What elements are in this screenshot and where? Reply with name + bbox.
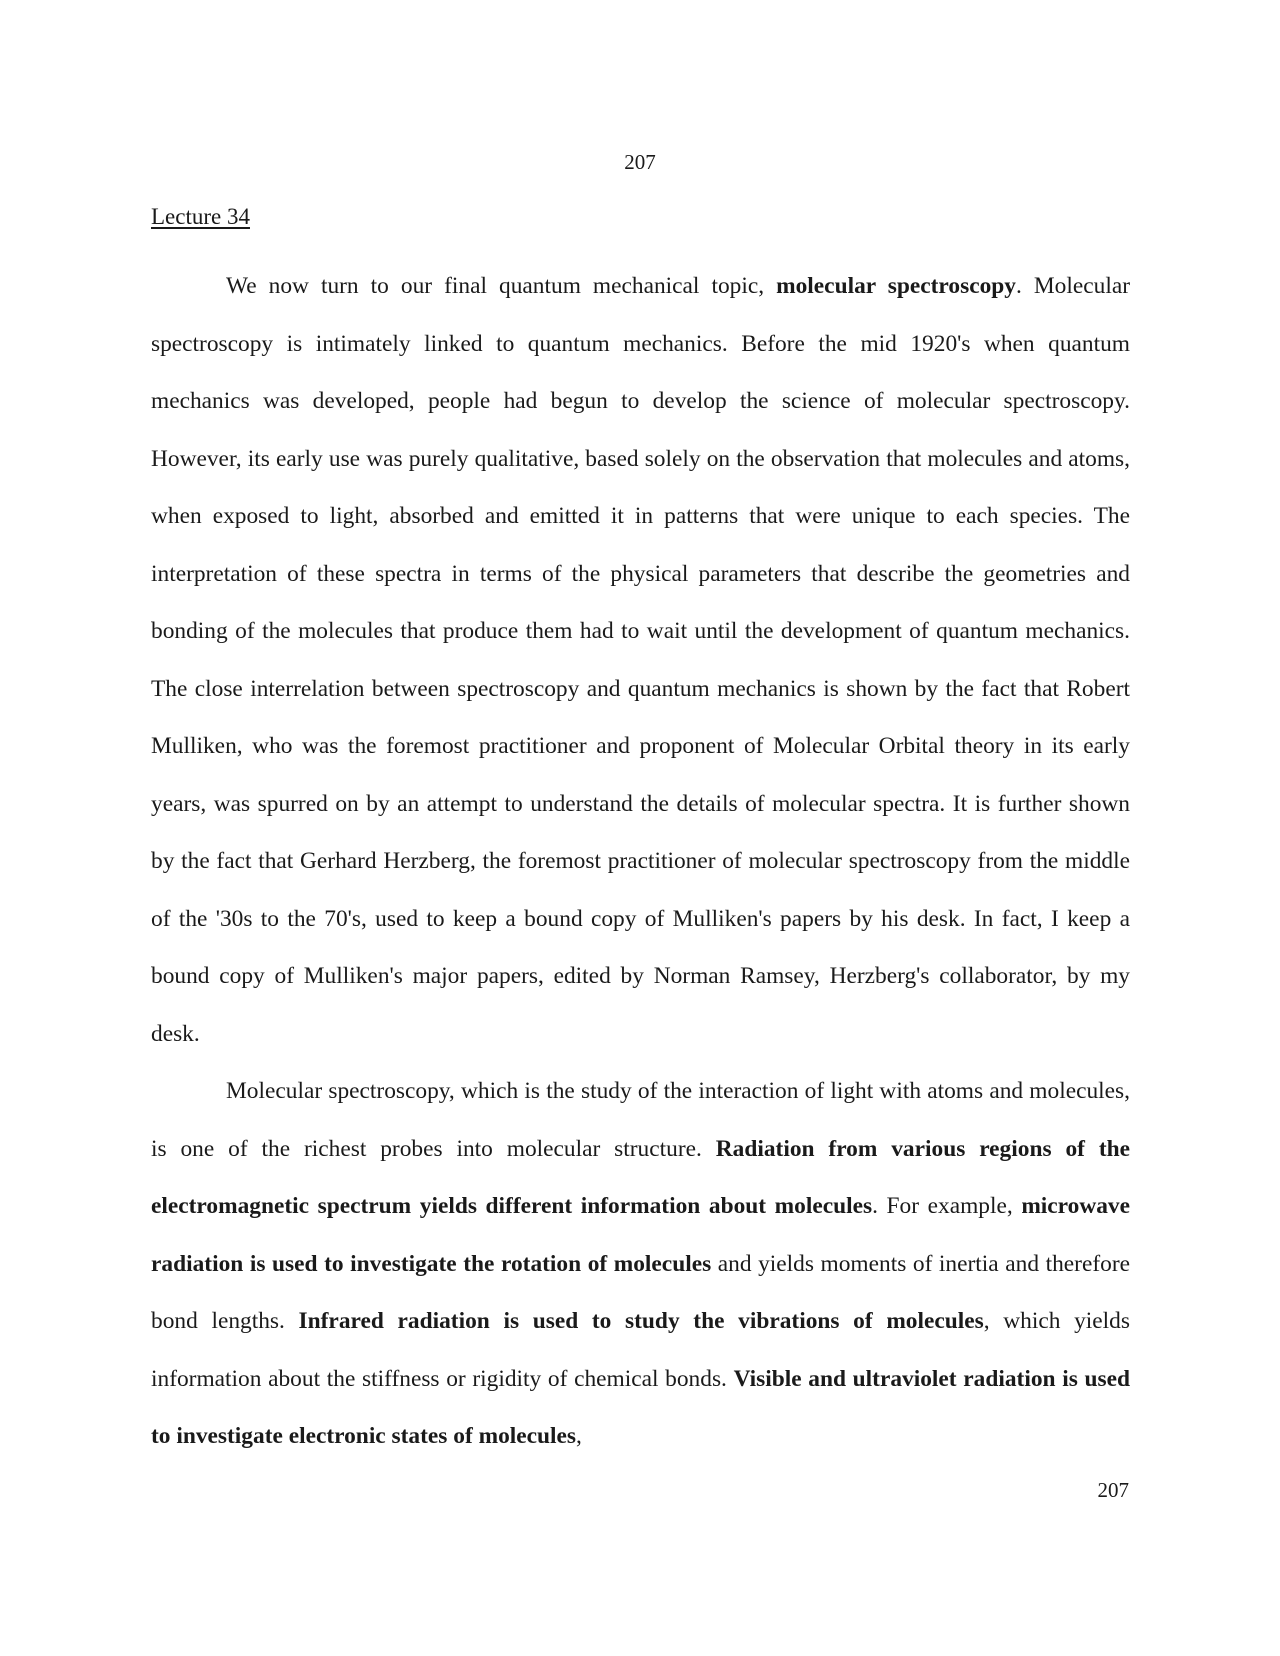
page-number-bottom: 207 — [1097, 1478, 1129, 1502]
body-text — [151, 258, 1130, 1466]
paragraph-2-text-2: . For example, — [872, 1193, 1022, 1219]
paragraph-1-text-1: We now turn to our final quantum mechanical topic, — [226, 273, 777, 299]
paragraph-2-bold-4: Visible and ultraviolet radiation is used to investigate electronic states of molecules — [151, 1365, 1130, 1449]
paragraph-1-bold-1: molecular spectroscopy — [776, 273, 1016, 299]
paragraph-2-bold-3: Infrared radiation is used to study the vibrations of molecules — [298, 1308, 984, 1334]
paragraph-2-text-4: , which yields information about the stiffness or rigidity of chemical bonds. — [151, 1308, 1130, 1392]
paragraph-2-text-5: , — [576, 1423, 582, 1449]
paragraph-1 — [151, 258, 1130, 1063]
paragraph-2-bold-2: microwave radiation is used to investigate the rotation of molecules — [151, 1193, 1130, 1277]
paragraph-2-text-1: Molecular spectroscopy, which is the study of the interaction of light with atoms and molecules, is one of the richest probes into molecular structure. — [151, 1078, 1130, 1162]
lecture-heading: Lecture 34 — [151, 204, 250, 229]
paragraph-1-text-2: . Molecular spectroscopy is intimately linked to quantum mechanics. Before the mid 1920's when quantum mechanics was developed, people had begun to develop the science of molecular spectroscopy. However, its early use was purely qualitative, based solely on the observation that molecules and atoms, when exposed to light, absorbed and emitted it in patterns that were unique to each species. The interpretation of these spectra in terms of the physical parameters that describe the geometries and bonding of the molecules that produce them had to wait until the development of quantum mechanics. The close interrelation between spectroscopy and quantum mechanics is shown by the fact that Robert Mulliken, who was the foremost practitioner and proponent of Molecular Orbital theory in its early years, was spurred on by an attempt to understand the details of molecular spectra. It is further shown by the fact that Gerhard Herzberg, the foremost practitioner of molecular spectroscopy from the middle of the '30s to the 70's, used to keep a bound copy of Mulliken's papers by his desk. In fact, I keep a bound copy of Mulliken's major papers, edited by Norman Ramsey, Herzberg's collaborator, by my desk. — [151, 273, 1130, 1047]
paragraph-2 — [151, 1063, 1130, 1466]
paragraph-2-text-3: and yields moments of inertia and therefore bond lengths. — [151, 1250, 1130, 1334]
page-number-top: 207 — [624, 150, 656, 174]
paragraph-2-bold-1: Radiation from various regions of the electromagnetic spectrum yields different information about molecules — [151, 1135, 1130, 1219]
